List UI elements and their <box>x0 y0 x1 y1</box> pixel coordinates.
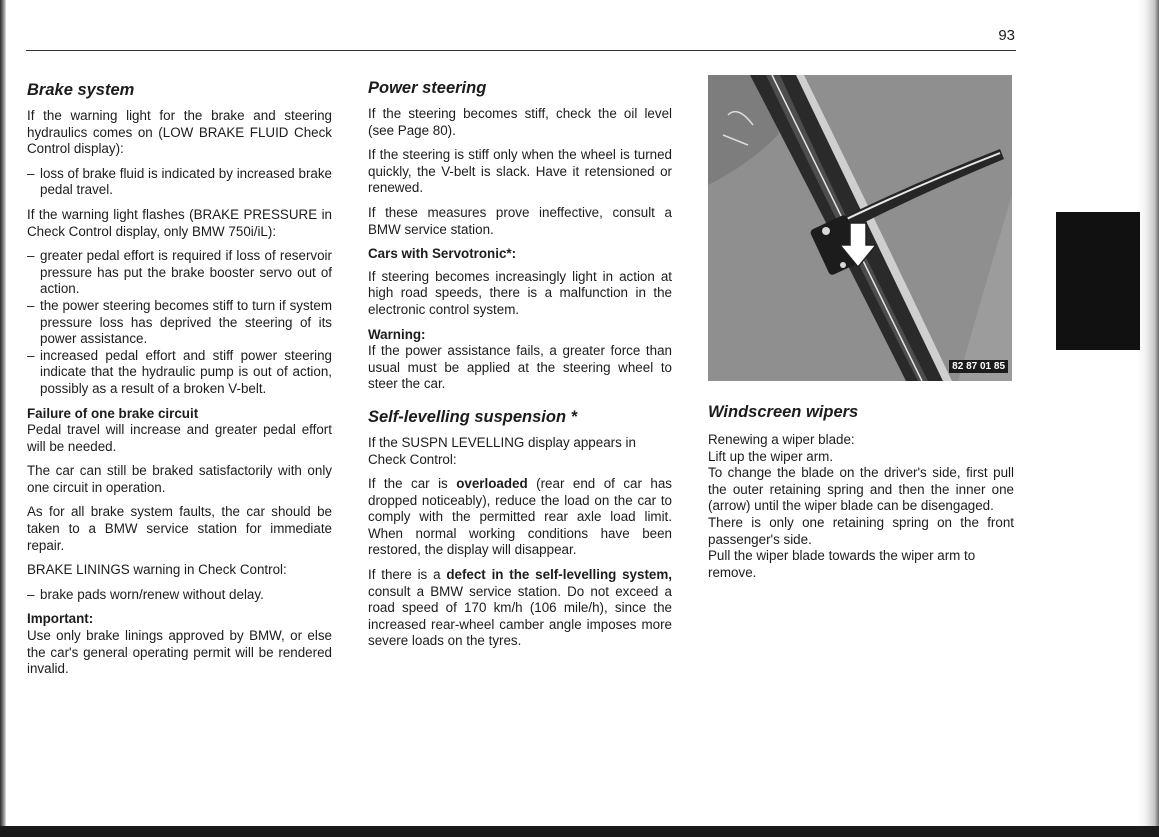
section-title-windscreen-wipers: Windscreen wipers <box>708 403 859 421</box>
text-run: If there is a <box>368 567 447 583</box>
paragraph: If steering becomes increasingly light in action at high road speeds, there is a malfunction in the electronic control system. <box>368 268 672 317</box>
bullet-list <box>27 587 332 604</box>
column-middle <box>368 78 672 658</box>
section-title-brake-system: Brake system <box>27 81 135 99</box>
figure-code: 82 87 01 85 <box>949 360 1008 373</box>
paragraph: BRAKE LININGS warning in Check Control: <box>27 562 287 578</box>
text-line: Pull the wiper blade towards the wiper arm to remove. <box>708 548 976 580</box>
wiper-arm-illustration-icon <box>708 75 1012 381</box>
text-run: (rear end of car has dropped noticeably), reduce the load on the car to comply with the permitted rear axle load limit. When normal working conditions have been restored, the display will disappear. <box>368 476 672 558</box>
text-line: There is only one retaining spring on the front passenger's side. <box>708 514 1014 547</box>
paragraph: If the warning light for the brake and steering hydraulics comes on (LOW BRAKE FLUID Check Control display): <box>27 108 332 157</box>
book-spine-shadow <box>0 0 6 837</box>
emphasis: overloaded <box>456 476 528 492</box>
paragraph: If these measures prove ineffective, consult a BMW service station. <box>368 204 672 237</box>
text-run: consult a BMW service station. Do not exceed a road speed of 170 km/h (106 mile/h), since the increased rear-wheel camber angle imposes more severe loads on the tyres. <box>368 583 672 649</box>
list-item: – increased pedal effort and stiff power steering indicate that the hydraulic pump is out of action, possibly as a result of a broken V-belt. <box>27 348 332 398</box>
subheading-warning: Warning: <box>368 326 426 342</box>
paragraph: Use only brake linings approved by BMW, or else the car's general operating permit will be rendered invalid. <box>27 628 332 677</box>
paragraph: Pedal travel will increase and greater pedal effort will be needed. <box>27 422 332 454</box>
section-thumb-tab <box>1056 212 1140 350</box>
section-title-self-levelling: Self-levelling suspension * <box>368 407 578 426</box>
emphasis: defect in the self-levelling system, <box>446 567 672 583</box>
bullet-list <box>27 166 332 199</box>
paragraph: If the power assistance fails, a greater force than usual must be applied at the steering wheel to steer the car. <box>368 343 672 392</box>
paragraph: If the warning light flashes (BRAKE PRESSURE in Check Control display, only BMW 750i/iL): <box>27 206 332 239</box>
text-line: To change the blade on the driver's side, first pull the outer retaining spring and then the inner one (arrow) until the wiper blade can be disengaged. <box>708 465 1014 514</box>
subheading-important: Important: <box>27 611 94 627</box>
bullet-list <box>27 248 332 397</box>
paragraph-overloaded <box>368 476 672 559</box>
subheading-failure-brake-circuit: Failure of one brake circuit <box>27 405 199 421</box>
page-edge-shadow <box>1137 0 1159 826</box>
paragraph-defect <box>368 567 672 650</box>
list-item: – brake pads worn/renew without delay. <box>27 587 332 604</box>
column-left <box>27 80 332 686</box>
wiper-figure <box>708 75 1012 381</box>
paragraph: If the SUSPN LEVELLING display appears in Check Control: <box>368 434 636 467</box>
text-line: Lift up the wiper arm. <box>708 448 834 464</box>
text-line: Renewing a wiper blade: <box>708 432 855 447</box>
paragraph: The car can still be braked satisfactorily with only one circuit in operation. <box>27 463 332 495</box>
column-right <box>708 402 1014 581</box>
page-number: 93 <box>998 27 1015 44</box>
bottom-edge-shadow <box>0 826 1159 837</box>
section-title-power-steering: Power steering <box>368 79 487 97</box>
list-item: – greater pedal effort is required if loss of reservoir pressure has put the brake booster servo out of action. <box>27 248 332 298</box>
subheading-servotronic: Cars with Servotronic*: <box>368 246 517 262</box>
paragraph: As for all brake system faults, the car should be taken to a BMW service station for immediate repair. <box>27 504 332 553</box>
text-run: If the car is <box>368 476 457 492</box>
paragraph: If the steering becomes stiff, check the oil level (see Page 80). <box>368 106 672 138</box>
paragraph: If the steering is stiff only when the wheel is turned quickly, the V-belt is slack. Have it retensioned or renewed. <box>368 147 672 196</box>
header-rule <box>26 50 1016 51</box>
list-item: – the power steering becomes stiff to turn if system pressure loss has deprived the steering of its power assistance. <box>27 298 332 348</box>
list-item: – loss of brake fluid is indicated by increased brake pedal travel. <box>27 166 332 199</box>
